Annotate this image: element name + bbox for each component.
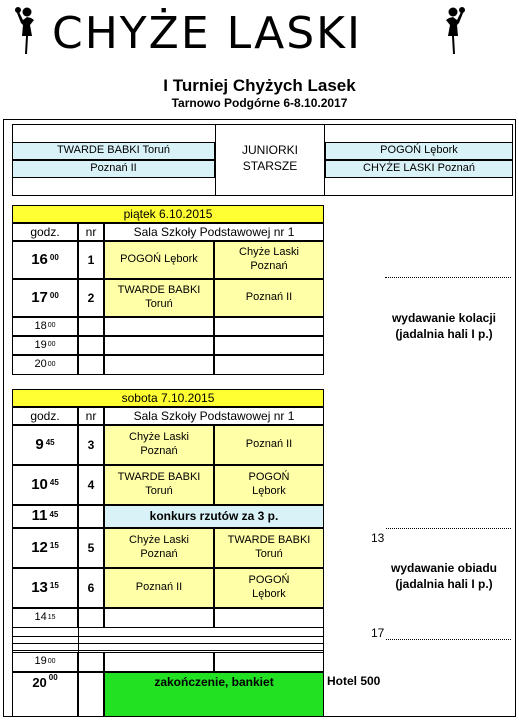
- empty-cell: [214, 336, 324, 355]
- col-divider: [78, 628, 79, 652]
- empty-cell: [214, 652, 324, 672]
- game-number: 3: [78, 425, 104, 465]
- game-away-team: Poznań II: [214, 425, 324, 465]
- woman-silhouette-icon: [440, 6, 466, 58]
- saturday-header: sobota 7.10.2015: [12, 389, 324, 407]
- empty-cell: [214, 355, 324, 375]
- lunch-end-line: [386, 639, 511, 640]
- logo-text: CHYŻE LASKI: [52, 8, 362, 59]
- hotel-label: Hotel 500: [327, 674, 381, 688]
- empty-cell: [78, 317, 104, 336]
- empty-cell: [104, 355, 214, 375]
- game-number: 5: [78, 528, 104, 568]
- hour-cell: 19 00: [12, 336, 78, 355]
- empty-cell: [78, 355, 104, 375]
- hour-cell: 18 00: [12, 317, 78, 336]
- woman-silhouette-icon: [14, 6, 40, 58]
- empty-cell: [214, 317, 324, 336]
- group-right-team-1: POGOŃ Lębork: [325, 142, 513, 160]
- lunch-note: wydawanie obiadu (jadalnia hali I p.): [390, 561, 498, 592]
- hour-cell: 14 15: [12, 608, 78, 628]
- lunch-start-line: [386, 528, 511, 529]
- group-left-team-1: TWARDE BABKI Toruń: [12, 142, 215, 160]
- empty-cell: [78, 652, 104, 672]
- game-number: 2: [78, 279, 104, 317]
- empty-cell: [78, 336, 104, 355]
- game-home-team: TWARDE BABKI Toruń: [104, 279, 214, 317]
- lunch-end-label: 17: [371, 626, 385, 640]
- hour-cell: 12 $^{15}$: [12, 528, 78, 568]
- game-home-team: TWARDE BABKI Toruń: [104, 465, 214, 505]
- empty-cell: [104, 652, 214, 672]
- category-label: JUNIORKI STARSZE: [241, 143, 298, 174]
- col-nr-header: nr: [78, 223, 104, 241]
- friday-header: piątek 6.10.2015: [12, 205, 324, 223]
- hour-cell: 16 $^{00}$: [12, 241, 78, 279]
- col-hour-header: godz.: [12, 407, 78, 425]
- game-home-team: POGOŃ Lębork: [104, 241, 214, 279]
- empty-cell: [104, 608, 214, 628]
- empty-cell: [78, 672, 104, 717]
- empty-cell: [78, 608, 104, 628]
- hour-cell: 17 $^{00}$: [12, 279, 78, 317]
- lunch-start-label: 13: [371, 531, 385, 545]
- group-left-team-2: Poznań II: [12, 160, 215, 178]
- game-number: 1: [78, 241, 104, 279]
- hour-cell: 19 00: [12, 652, 78, 672]
- game-number: 6: [78, 568, 104, 608]
- game-away-team: Chyże Laski Poznań: [214, 241, 324, 279]
- hour-cell: 10 $^{45}$: [12, 465, 78, 505]
- dinner-line: [385, 277, 511, 278]
- game-away-team: POGOŃ Lębork: [214, 568, 324, 608]
- game-away-team: TWARDE BABKI Toruń: [214, 528, 324, 568]
- page-subtitle: Tarnowo Podgórne 6-8.10.2017: [171, 96, 348, 110]
- game-number: 4: [78, 465, 104, 505]
- group-right-team-2: CHYŻE LASKI Poznań: [325, 160, 513, 178]
- page-title: I Turniej Chyżych Lasek: [163, 76, 356, 95]
- dinner-note: wydawanie kolacji (jadalnia hali I p.): [391, 311, 497, 342]
- row-divider: [12, 636, 324, 637]
- col-hour-header: godz.: [12, 223, 78, 241]
- hour-cell: 13 $^{15}$: [12, 568, 78, 608]
- banquet-cell: zakończenie, bankiet: [104, 672, 324, 717]
- game-home-team: Chyże Laski Poznań: [104, 425, 214, 465]
- empty-cell: [104, 336, 214, 355]
- hour-cell: 20 $^{00}$: [12, 672, 78, 717]
- empty-cell: [214, 608, 324, 628]
- logo: [0, 0, 519, 62]
- col-venue-header: Sala Szkoły Podstawowej nr 1: [104, 223, 324, 241]
- empty-cell: [78, 505, 104, 528]
- row-divider: [12, 650, 324, 651]
- hour-cell: 11 $^{45}$: [12, 505, 78, 528]
- hour-cell: 20 00: [12, 355, 78, 375]
- col-nr-header: nr: [78, 407, 104, 425]
- hour-cell: 9 $^{45}$: [12, 425, 78, 465]
- game-home-team: Poznań II: [104, 568, 214, 608]
- row-divider: [12, 643, 324, 644]
- game-away-team: Poznań II: [214, 279, 324, 317]
- game-home-team: Chyże Laski Poznań: [104, 528, 214, 568]
- empty-cell: [104, 317, 214, 336]
- game-away-team: POGOŃ Lębork: [214, 465, 324, 505]
- col-venue-header: Sala Szkoły Podstawowej nr 1: [104, 407, 324, 425]
- event-cell: konkurs rzutów za 3 p.: [104, 505, 324, 528]
